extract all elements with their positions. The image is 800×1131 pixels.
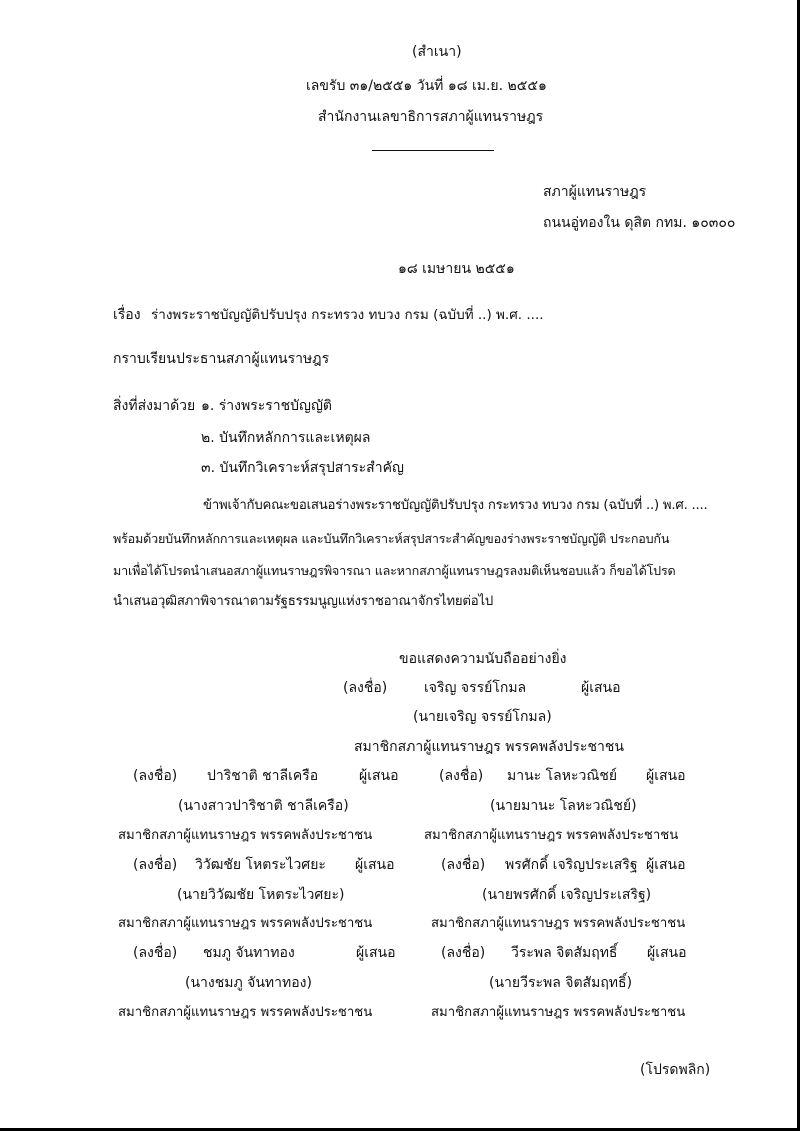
signer-3-proposer-label: ผู้เสนอ: [355, 857, 395, 873]
lead-signature-label: (ลงชื่อ): [343, 680, 388, 696]
signer-3-position: สมาชิกสภาผู้แทนราษฎร พรรคพลังประชาชน: [118, 916, 373, 931]
signer-2-name: มานะ โลหะวณิชย์: [507, 768, 618, 784]
header-divider: [372, 150, 494, 151]
signer-5-proposer-label: ผู้เสนอ: [356, 945, 396, 961]
lead-signer-position: สมาชิกสภาผู้แทนราษฎร พรรคพลังประชาชน: [354, 739, 624, 755]
letter-date: ๑๘ เมษายน ๒๕๕๑: [398, 261, 515, 277]
signer-6-position: สมาชิกสภาผู้แทนราษฎร พรรคพลังประชาชน: [431, 1005, 686, 1020]
signer-5-name: ชมภู จันทาทอง: [203, 945, 295, 961]
signer-6-name: วีระพล จิตสัมฤทธิ์: [511, 945, 618, 961]
enclosure-item-1: ๑. ร่างพระราชบัญญัติ: [201, 398, 332, 414]
office-name: สำนักงานเลขาธิการสภาผู้แทนราษฎร: [318, 109, 544, 125]
signer-1-proposer-label: ผู้เสนอ: [359, 768, 399, 784]
signer-1-name: ปาริชาติ ชาลีเครือ: [207, 768, 319, 784]
signer-6-proposer-label: ผู้เสนอ: [647, 945, 687, 961]
lead-signer-full-name: (นายเจริญ จรรย์โกมล): [413, 709, 552, 725]
signer-4-signature-label: (ลงชื่อ): [441, 857, 486, 873]
salutation-label: กราบเรียน: [113, 351, 176, 367]
lead-proposer-label: ผู้เสนอ: [581, 680, 621, 696]
salutation-text: ประธานสภาผู้แทนราษฎร: [176, 351, 330, 367]
signer-1-full-name: (นางสาวปาริชาติ ชาลีเครือ): [178, 798, 349, 814]
signer-4-name: พรศักดิ์ เจริญประเสริฐ: [505, 857, 638, 873]
signer-2-position: สมาชิกสภาผู้แทนราษฎร พรรคพลังประชาชน: [424, 828, 679, 843]
enclosures-label: สิ่งที่ส่งมาด้วย: [113, 398, 196, 414]
address-line-1: สภาผู้แทนราษฎร: [543, 184, 647, 200]
signer-5-signature-label: (ลงชื่อ): [133, 945, 178, 961]
signer-1-signature-label: (ลงชื่อ): [133, 768, 178, 784]
signer-4-proposer-label: ผู้เสนอ: [646, 857, 686, 873]
subject-label: เรื่อง: [113, 307, 141, 323]
address-line-2: ถนนอู่ทองใน ดุสิต กทม. ๑๐๓๐๐: [543, 215, 736, 231]
subject-text: ร่างพระราชบัญญัติปรับปรุง กระทรวง ทบวง กรม (ฉบับที่ ..) พ.ศ. ....: [151, 307, 544, 323]
signer-3-full-name: (นายวิวัฒชัย โหตระไวศยะ): [177, 887, 345, 903]
signer-3-name: วิวัฒชัย โหตระไวศยะ: [195, 857, 326, 873]
body-line-1: ข้าพเจ้ากับคณะขอเสนอร่างพระราชบัญญัติปรับปรุง กระทรวง ทบวง กรม (ฉบับที่ ..) พ.ศ. ....: [203, 498, 708, 513]
signer-5-full-name: (นางชมภู จันทาทอง): [185, 975, 312, 991]
signer-5-position: สมาชิกสภาผู้แทนราษฎร พรรคพลังประชาชน: [118, 1005, 373, 1020]
copy-mark: (สำเนา): [412, 44, 462, 60]
closing-text: ขอแสดงความนับถืออย่างยิ่ง: [399, 651, 567, 667]
signer-2-full-name: (นายมานะ โลหะวณิชย์): [490, 798, 637, 814]
signer-1-position: สมาชิกสภาผู้แทนราษฎร พรรคพลังประชาชน: [118, 828, 373, 843]
signer-6-full-name: (นายวีระพล จิตสัมฤทธิ์): [489, 975, 633, 991]
signer-4-full-name: (นายพรศักดิ์ เจริญประเสริฐ): [482, 887, 652, 903]
enclosure-item-2: ๒. บันทึกหลักการและเหตุผล: [201, 430, 371, 446]
body-line-2: พร้อมด้วยบันทึกหลักการและเหตุผล และบันทึกวิเคราะห์สรุปสาระสำคัญของร่างพระราชบัญญัติ ประกอบกัน: [113, 531, 670, 546]
signer-3-signature-label: (ลงชื่อ): [133, 857, 178, 873]
body-line-4: นำเสนอวุฒิสภาพิจารณาตามรัฐธรรมนูญแห่งราชอาณาจักรไทยต่อไป: [113, 594, 494, 609]
lead-signer-name: เจริญ จรรย์โกมล: [424, 680, 527, 696]
signer-6-signature-label: (ลงชื่อ): [441, 945, 486, 961]
receipt-line: เลขรับ ๓๑/๒๕๕๑ วันที่ ๑๘ เม.ย. ๒๕๕๑: [306, 78, 547, 94]
signer-2-proposer-label: ผู้เสนอ: [646, 768, 686, 784]
body-line-3: มาเพื่อได้โปรดนำเสนอสภาผู้แทนราษฎรพิจารณา และหากสภาผู้แทนราษฎรลงมติเห็นชอบแล้ว ก็ขอได้โปรด: [113, 563, 676, 578]
signer-4-position: สมาชิกสภาผู้แทนราษฎร พรรคพลังประชาชน: [431, 916, 686, 931]
signer-2-signature-label: (ลงชื่อ): [439, 768, 484, 784]
turn-over-note: (โปรดพลิก): [640, 1062, 711, 1078]
enclosure-item-3: ๓. บันทึกวิเคราะห์สรุปสาระสำคัญ: [201, 460, 404, 476]
